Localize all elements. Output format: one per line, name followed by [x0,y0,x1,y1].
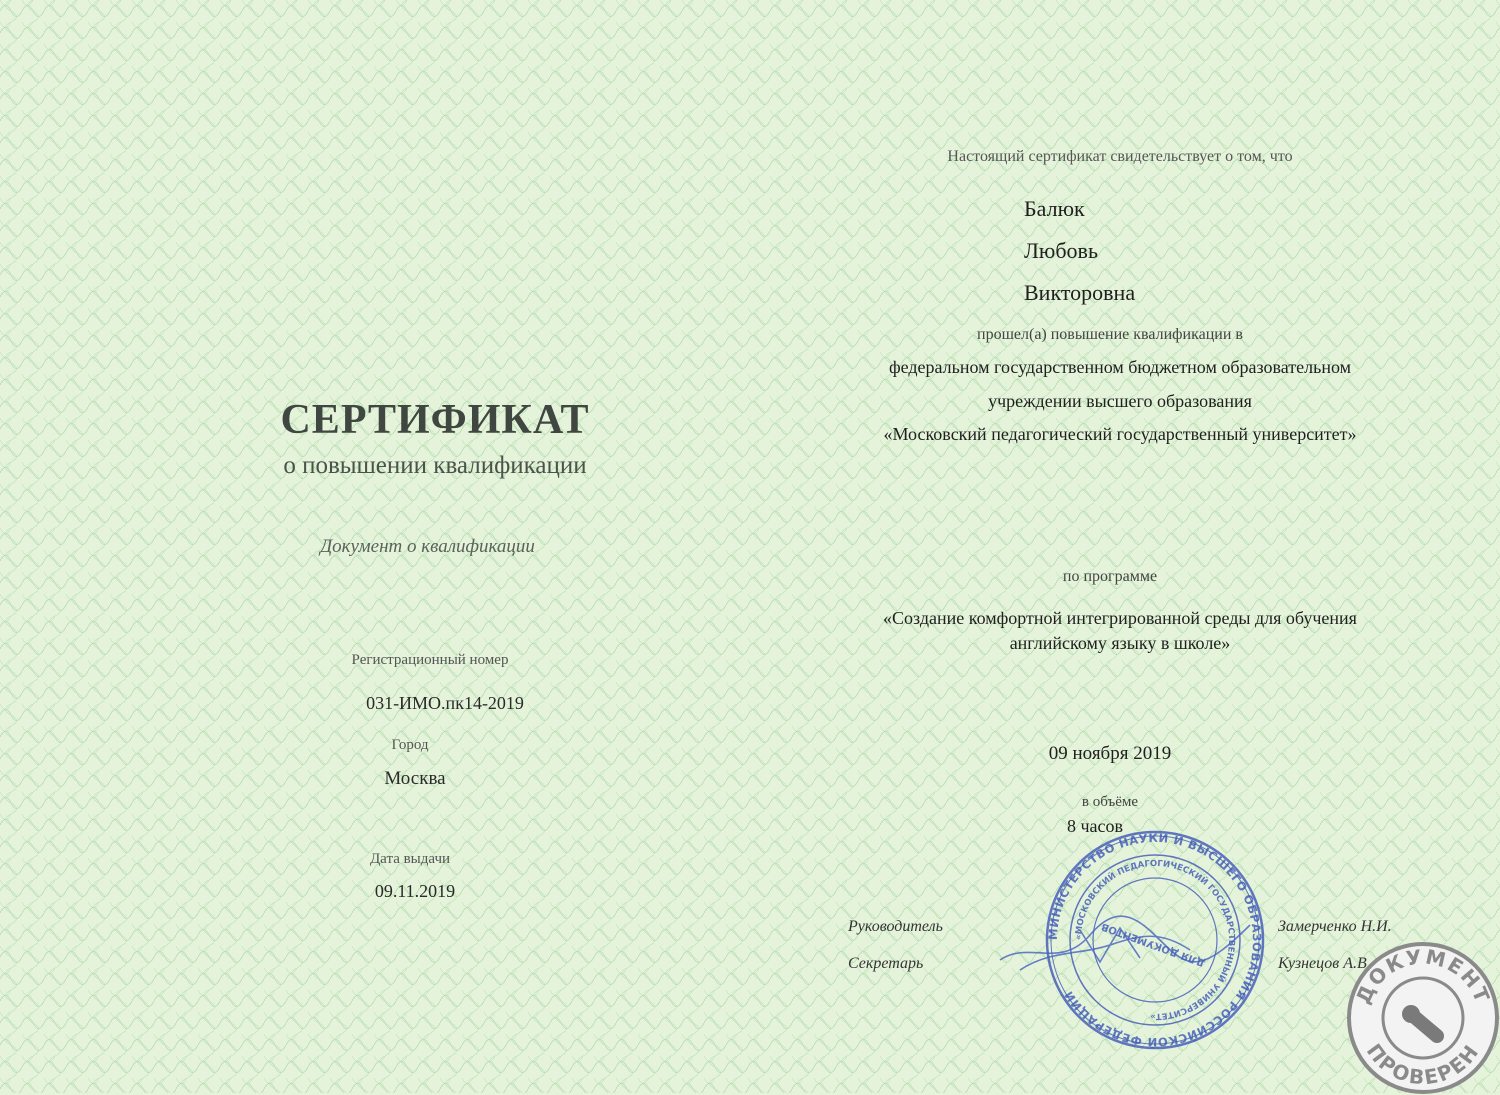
certificate-title: СЕРТИФИКАТ [280,397,590,443]
svg-text:ПРОВЕРЕН: ПРОВЕРЕН [1361,1039,1485,1090]
head-name: Замерченко Н.И. [1278,918,1392,935]
holder-surname: Балюк [1024,196,1085,221]
registration-label: Регистрационный номер [351,652,509,668]
svg-text:«МОСКОВСКИЙ ПЕДАГОГИЧЕСКИЙ ГОС: «МОСКОВСКИЙ ПЕДАГОГИЧЕСКИЙ ГОСУДАРСТВЕННЫЙ УНИВЕРСИТЕТ» [1073,858,1237,1022]
secretary-name: Кузнецов А.В. [1278,955,1371,972]
intro-text: Настоящий сертификат свидетельствует о том, что [947,148,1293,165]
certificate-subtitle: о повышении квалификации [283,452,587,479]
volume-label: в объёме [1081,794,1139,810]
verified-stamp [1345,940,1500,1095]
svg-text:МИНИСТЕРСТВО НАУКИ И ВЫСШЕГО О: МИНИСТЕРСТВО НАУКИ И ВЫСШЕГО ОБРАЗОВАНИЯ РОССИЙСКОЙ ФЕДЕРАЦИИ [1045,830,1265,1050]
passed-text: прошел(а) повышение квалификации в [977,326,1243,343]
svg-text:ДЛЯ ДОКУМЕНТОВ: ДЛЯ ДОКУМЕНТОВ [1099,920,1207,969]
program-line-1: «Создание комфортной интегрированной среды для обучения [883,608,1357,628]
registration-number: 031-ИМО.пк14-2019 [366,693,524,713]
holder-first-name: Любовь [1024,238,1098,263]
program-line-2: английскому языку в школе» [1009,633,1231,653]
svg-text:ДОКУМЕНТ: ДОКУМЕНТ [1350,944,1496,1008]
program-label: по программе [1062,568,1158,585]
volume-value: 8 часов [1066,816,1124,836]
city-value: Москва [384,768,446,789]
issue-date-label: Дата выдачи [369,851,451,867]
holder-patronymic: Викторовна [1024,280,1136,305]
city-label: Город [391,737,429,753]
document-type: Документ о квалификации [320,536,535,557]
secretary-role: Секретарь [848,955,924,972]
organization-line-3: «Московский педагогический государственный университет» [883,424,1357,444]
organization-line-1: федеральном государственном бюджетном образовательном [888,357,1352,377]
issue-date: 09.11.2019 [374,881,456,901]
organization-line-2: учреждении высшего образования [988,391,1252,411]
signature-scribble [990,900,1260,990]
completion-date: 09 ноября 2019 [1048,743,1172,764]
head-role: Руководитель [848,918,943,935]
